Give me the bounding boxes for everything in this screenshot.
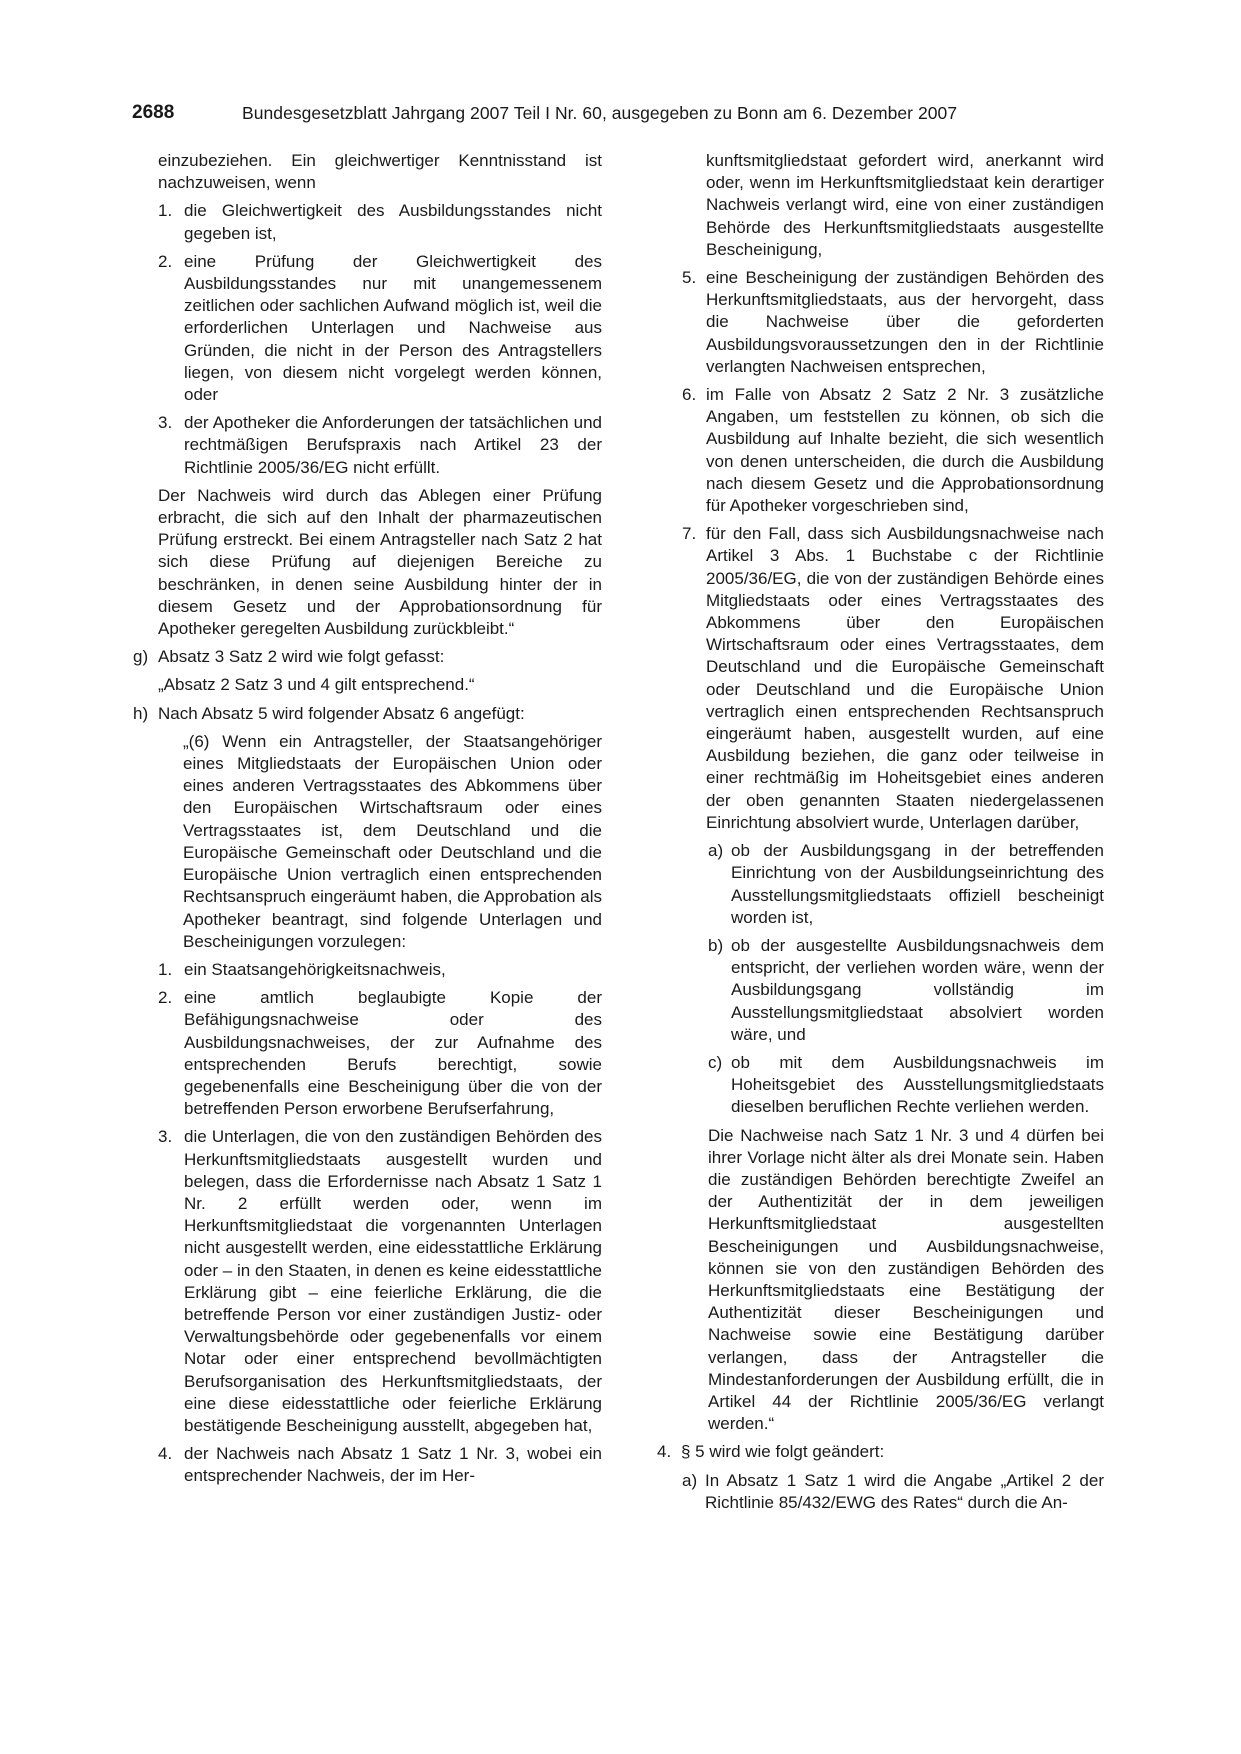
item-text: der Nachweis nach Absatz 1 Satz 1 Nr. 3, wobei ein entsprechender Nachweis, der im Her-: [184, 1444, 602, 1486]
amendment-g: [133, 646, 602, 668]
left-column: [133, 150, 602, 1494]
item-4-continuation: kunftsmitgliedstaat gefordert wird, anerkannt wird oder, wenn im Herkunftsmitgliedstaat kein derartiger Nachweis verlangt wird, eine von einer zuständigen Behörde des Herkunftsmitgliedstaats ausgestellte Bescheinigung,: [706, 151, 1104, 259]
sublist-label: c): [708, 1052, 723, 1072]
item-text: eine Bescheinigung der zuständigen Behörden des Herkunftsmitgliedstaats, aus der hervorgeht, dass die Nachweise über die geforderten Ausbildungsvoraussetzungen den in der Richtlinie verlangten Nachweisen entsprechen,: [706, 268, 1104, 376]
list-item: [158, 412, 602, 479]
amendment-text: Absatz 3 Satz 2 wird wie folgt gefasst:: [158, 647, 445, 667]
item-number: 3.: [158, 413, 173, 433]
list-item: [158, 200, 602, 244]
item-number: 3.: [158, 1127, 173, 1147]
list-item: [682, 267, 1104, 378]
sublist-item: [708, 840, 1104, 929]
sublist-label: b): [708, 935, 724, 955]
item-number: 7.: [682, 524, 697, 544]
sublist-label: a): [708, 841, 724, 861]
item-text: die Unterlagen, die von den zuständigen Behörden des Herkunftsmitgliedstaats ausgestellt wurden und belegen, dass die Erfordernisse nach Absatz 1 Satz 1 Nr. 2 erfüllt werden oder, wenn im Herkunftsmitgliedstaat die vorgenannten Unterlagen nicht ausgestellt werden, eine eidesstattliche Erklärung oder – in den Staaten, in denen es keine eidesstattliche Erklärung gibt – eine feierliche Erklärung, die die betreffende Person vor einer zuständigen Justiz- oder Verwaltungsbehörde oder gegebenenfalls vor einem Notar oder einer entsprechend bevollmächtigten Berufsorganisation des Herkunftsmitgliedstaats, der eine diese eidesstattliche oder feierliche Erklärung bestätigende Bescheinigung ausstellt, abgegeben hat,: [184, 1127, 602, 1435]
amendment-h: [133, 703, 602, 725]
list-item: [158, 1443, 602, 1487]
item-text: ein Staatsangehörigkeitsnachweis,: [184, 959, 446, 979]
list-item: [158, 1126, 602, 1437]
item-number: 4.: [158, 1444, 173, 1464]
gazette-title: Bundesgesetzblatt Jahrgang 2007 Teil I Nr. 60, ausgegeben zu Bonn am 6. Dezember 2007: [242, 103, 958, 123]
right-column: [657, 150, 1104, 1520]
item-number: 2.: [158, 988, 173, 1008]
amendment-g-quote: „Absatz 2 Satz 3 und 4 gilt entsprechend.“: [158, 675, 475, 695]
sublist-item: [708, 935, 1104, 1046]
page-number: 2688: [132, 102, 175, 123]
amendment-text: Nach Absatz 5 wird folgender Absatz 6 angefügt:: [158, 703, 525, 723]
amendment-label: g): [133, 647, 149, 667]
nachweis-paragraph: Der Nachweis wird durch das Ablegen einer Prüfung erbracht, die sich auf den Inhalt der pharmazeutischen Prüfung erstreckt. Bei einem Antragsteller nach Satz 2 hat sich diese Prüfung auf diejenigen Bereiche zu beschränken, in denen seine Ausbildung hinter der in diesem Gesetz und der Approbationsordnung für Apotheker geregelten Ausbildung zurückbleibt.“: [158, 485, 602, 639]
item-number: 4.: [657, 1442, 672, 1462]
page-header: [132, 102, 1121, 132]
item-text: die Gleichwertigkeit des Ausbildungsstandes nicht gegeben ist,: [184, 201, 602, 243]
list-item: [682, 384, 1104, 517]
item-number: 1.: [158, 959, 173, 979]
closing-paragraph: Die Nachweise nach Satz 1 Nr. 3 und 4 dürfen bei ihrer Vorlage nicht älter als drei Monate sein. Haben die zuständigen Behörden berechtigte Zweifel an der Authentizität der in dem jeweiligen Herkunftsmitgliedstaat ausgestellten Bescheinigungen und Ausbildungsnachweise, können sie von den zuständigen Behörden des Herkunftsmitgliedstaats eine Bestätigung der Authentizität dieser Bescheinigungen und Nachweise sowie eine Bestätigung darüber verlangen, dass der Antragsteller die Mindestanforderungen der Ausbildung erfüllt, die in Artikel 44 der Richtlinie 2005/36/EG verlangt werden.“: [708, 1125, 1104, 1434]
item-text: für den Fall, dass sich Ausbildungsnachweise nach Artikel 3 Abs. 1 Buchstabe c der Richtlinie 2005/36/EG, die von der zuständigen Behörde eines Mitgliedstaats oder eines Vertragsstaates des Abkommens über den Europäischen Wirtschaftsraum oder eines Vertragsstaates, dem Deutschland und die Europäische Gemeinschaft oder Deutschland und die Europäische Union vertraglich einen entsprechenden Rechtsanspruch eingeräumt haben, ausgestellt wurden, auf eine Ausbildung beziehen, die ganz oder teilweise in einer rechtmäßig im Hoheitsgebiet eines anderen der oben genannten Staaten niedergelassenen Einrichtung absolviert wurde, Unterlagen darüber,: [706, 524, 1104, 832]
sublist-text: ob mit dem Ausbildungsnachweis im Hoheitsgebiet des Ausstellungsmitgliedstaats dieselben beruflichen Rechte verliehen werden.: [731, 1052, 1104, 1117]
amendment-item-4a: [682, 1470, 1104, 1514]
amendment-item-4: [657, 1441, 1104, 1463]
list-item: [158, 959, 602, 981]
sublist-label: a): [682, 1470, 698, 1490]
item-number: 5.: [682, 268, 697, 288]
item-text: eine amtlich beglaubigte Kopie der Befähigungsnachweise oder des Ausbildungsnachweises, der zur Aufnahme des entsprechenden Berufs berechtigt, sowie gegebenenfalls eine Bescheinigung über die von der betreffenden Person erworbene Berufserfahrung,: [184, 988, 602, 1119]
item-number: 2.: [158, 251, 173, 271]
sublist-text: In Absatz 1 Satz 1 wird die Angabe „Artikel 2 der Richtlinie 85/432/EWG des Rates“ durch die An-: [705, 1470, 1104, 1512]
sublist-text: ob der Ausbildungsgang in der betreffenden Einrichtung von der Ausbildungseinrichtung des Ausstellungsmitgliedstaats offiziell bescheinigt worden ist,: [731, 841, 1104, 927]
list-item: [158, 251, 602, 406]
item-text: im Falle von Absatz 2 Satz 2 Nr. 3 zusätzliche Angaben, um feststellen zu können, ob sich die Ausbildung auf Inhalte bezieht, die sich wesentlich von denen unterscheiden, die durch die Ausbildung nach diesem Gesetz und die Approbationsordnung für Apotheker vorgeschrieben sind,: [706, 385, 1104, 516]
item-text: der Apotheker die Anforderungen der tatsächlichen und rechtmäßigen Berufspraxis nach Artikel 23 der Richtlinie 2005/36/EG nicht erfüllt.: [184, 413, 602, 477]
amendment-h-quote: „(6) Wenn ein Antragsteller, der Staatsangehöriger eines Mitgliedstaats der Europäischen Union oder eines anderen Vertragsstaates des Abkommens über den Europäischen Wirtschaftsraum oder eines Vertragsstaates ist, dem Deutschland und die Europäische Gemeinschaft oder Deutschland und die Europäische Union vertraglich einen entsprechenden Rechtsanspruch eingeräumt haben, die Approbation als Apotheker beantragt, sind folgende Unterlagen und Bescheinigungen vorzulegen:: [183, 731, 602, 951]
item-text: § 5 wird wie folgt geändert:: [681, 1442, 885, 1462]
item-number: 1.: [158, 201, 173, 221]
list-item: [682, 523, 1104, 834]
sublist-item: [708, 1052, 1104, 1119]
list-item: [158, 987, 602, 1120]
sublist: [708, 840, 1104, 1435]
amendment-label: h): [133, 703, 149, 723]
sublist-text: ob der ausgestellte Ausbildungsnachweis dem entspricht, der verliehen worden wäre, wenn der Ausbildungsgang vollständig im Ausstellungsmitgliedstaat absolviert worden wäre, und: [731, 935, 1104, 1044]
item-text: eine Prüfung der Gleichwertigkeit des Ausbildungsstandes nur mit unangemessenem zeitlichen oder sachlichen Aufwand möglich ist, weil die erforderlichen Unterlagen und Nachweise aus Gründen, die nicht in der Person des Antragstellers liegen, von diesem nicht vorgelegt werden können, oder: [184, 251, 602, 405]
intro-paragraph: einzubeziehen. Ein gleichwertiger Kenntnisstand ist nachzuweisen, wenn: [158, 151, 602, 193]
item-number: 6.: [682, 385, 697, 405]
